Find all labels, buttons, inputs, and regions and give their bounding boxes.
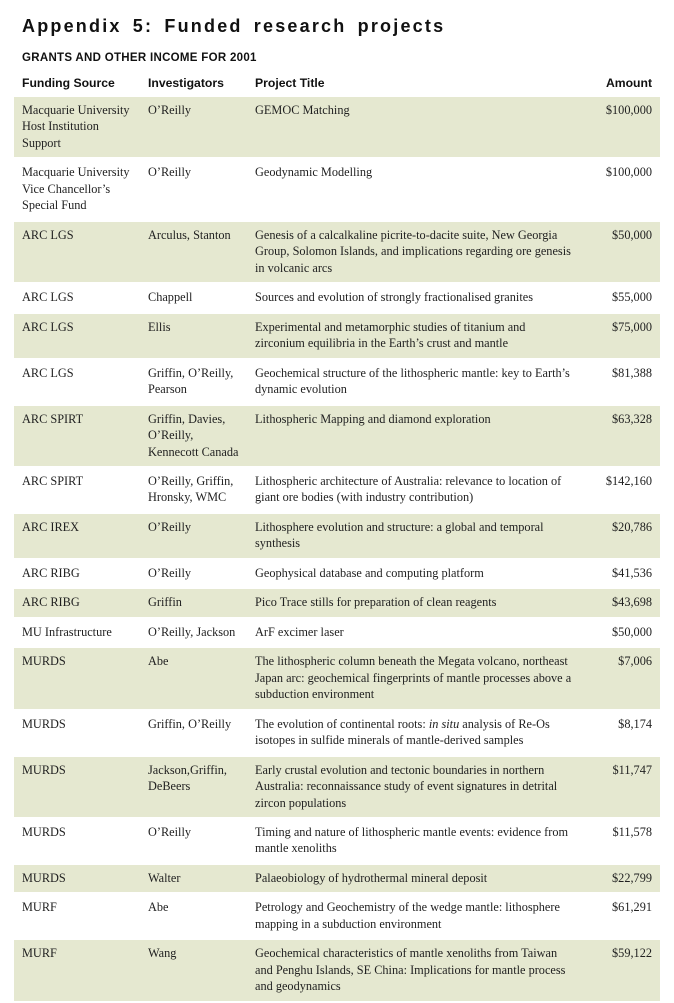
- table-row: [14, 757, 660, 819]
- table-row: [14, 711, 660, 757]
- investigators-cell: Wang: [140, 940, 247, 1002]
- amount-cell: $8,174: [583, 711, 660, 757]
- funding-source-cell: MURDS: [14, 865, 140, 894]
- amount-cell: $41,536: [583, 560, 660, 589]
- funding-source-cell: ARC LGS: [14, 360, 140, 406]
- investigators-cell: O’Reilly: [140, 560, 247, 589]
- investigators-cell: Abe: [140, 894, 247, 940]
- appendix-page: [0, 16, 674, 1003]
- amount-cell: $7,006: [583, 648, 660, 710]
- funding-source-cell: MURDS: [14, 711, 140, 757]
- funding-source-cell: MURF: [14, 940, 140, 1002]
- amount-cell: $50,000: [583, 619, 660, 648]
- grants-table-body: [14, 97, 660, 1003]
- page-title: Appendix 5: Funded research projects: [22, 16, 446, 36]
- funding-source-cell: MURDS: [14, 648, 140, 710]
- investigators-cell: Abe: [140, 648, 247, 710]
- funding-source-cell: ARC LGS: [14, 314, 140, 360]
- project-title-cell: Geodynamic Modelling: [247, 159, 583, 221]
- project-title-cell: Lithospheric Mapping and diamond exploration: [247, 406, 583, 468]
- funding-source-cell: ARC LGS: [14, 284, 140, 313]
- funding-source-cell: Macquarie University Vice Chancellor’s Special Fund: [14, 159, 140, 221]
- investigators-cell: O’Reilly: [140, 159, 247, 221]
- amount-cell: $55,000: [583, 284, 660, 313]
- amount-cell: $63,328: [583, 406, 660, 468]
- amount-cell: $81,388: [583, 360, 660, 406]
- table-row: [14, 648, 660, 710]
- amount-cell: $43,698: [583, 589, 660, 618]
- investigators-cell: O’Reilly, Griffin, Hronsky, WMC: [140, 468, 247, 514]
- grants-table: [14, 74, 660, 1003]
- investigators-cell: O’Reilly: [140, 97, 247, 159]
- amount-cell: $20,786: [583, 514, 660, 560]
- funding-source-cell: MURDS: [14, 819, 140, 865]
- investigators-cell: Griffin, Davies, O’Reilly, Kennecott Canada: [140, 406, 247, 468]
- grants-table-header: [14, 74, 660, 97]
- project-title-cell: The evolution of continental roots: in situ analysis of Re-Os isotopes in sulfide minerals of mantle-derived samples: [247, 711, 583, 757]
- investigators-cell: Ellis: [140, 314, 247, 360]
- funding-source-cell: ARC RIBG: [14, 589, 140, 618]
- table-row: [14, 360, 660, 406]
- table-row: [14, 159, 660, 221]
- investigators-cell: O’Reilly: [140, 514, 247, 560]
- project-title-cell: Timing and nature of lithospheric mantle events: evidence from mantle xenoliths: [247, 819, 583, 865]
- project-title-cell: Geochemical structure of the lithospheric mantle: key to Earth’s dynamic evolution: [247, 360, 583, 406]
- project-title-cell: Sources and evolution of strongly fractionalised granites: [247, 284, 583, 313]
- amount-cell: $11,747: [583, 757, 660, 819]
- amount-cell: $22,799: [583, 865, 660, 894]
- project-title-cell: Lithosphere evolution and structure: a global and temporal synthesis: [247, 514, 583, 560]
- table-row: [14, 468, 660, 514]
- column-header-funding-source: Funding Source: [14, 74, 140, 97]
- investigators-cell: Griffin, O’Reilly, Pearson: [140, 360, 247, 406]
- investigators-cell: Jackson,Griffin, DeBeers: [140, 757, 247, 819]
- table-row: [14, 514, 660, 560]
- project-title-cell: Early crustal evolution and tectonic boundaries in northern Australia: reconnaissance study of event signatures in detrital zircon populations: [247, 757, 583, 819]
- column-header-amount: Amount: [583, 74, 660, 97]
- project-title-cell: Palaeobiology of hydrothermal mineral deposit: [247, 865, 583, 894]
- project-title-cell: Experimental and metamorphic studies of titanium and zirconium equilibria in the Earth’s crust and mantle: [247, 314, 583, 360]
- investigators-cell: Arculus, Stanton: [140, 222, 247, 284]
- funding-source-cell: ARC LGS: [14, 222, 140, 284]
- funding-source-cell: ARC IREX: [14, 514, 140, 560]
- investigators-cell: Walter: [140, 865, 247, 894]
- funding-source-cell: ARC SPIRT: [14, 406, 140, 468]
- table-row: [14, 314, 660, 360]
- funding-source-cell: MU Infrastructure: [14, 619, 140, 648]
- amount-cell: $75,000: [583, 314, 660, 360]
- investigators-cell: Griffin: [140, 589, 247, 618]
- table-row: [14, 406, 660, 468]
- funding-source-cell: ARC RIBG: [14, 560, 140, 589]
- investigators-cell: Griffin, O’Reilly: [140, 711, 247, 757]
- table-row: [14, 819, 660, 865]
- amount-cell: $50,000: [583, 222, 660, 284]
- project-title-cell: ArF excimer laser: [247, 619, 583, 648]
- header-row: [14, 74, 660, 97]
- project-title-cell: Geochemical characteristics of mantle xenoliths from Taiwan and Penghu Islands, SE China: Implications for mantle process and geodynamics: [247, 940, 583, 1002]
- project-title-cell: Petrology and Geochemistry of the wedge mantle: lithosphere mapping in a subduction environment: [247, 894, 583, 940]
- funding-source-cell: ARC SPIRT: [14, 468, 140, 514]
- project-title-cell: Genesis of a calcalkaline picrite-to-dacite suite, New Georgia Group, Solomon Islands, and implications regarding ore genesis in volcanic arcs: [247, 222, 583, 284]
- amount-cell: $142,160: [583, 468, 660, 514]
- table-row: [14, 865, 660, 894]
- table-row: [14, 940, 660, 1002]
- amount-cell: $100,000: [583, 97, 660, 159]
- amount-cell: $59,122: [583, 940, 660, 1002]
- project-title-cell: Geophysical database and computing platform: [247, 560, 583, 589]
- investigators-cell: O’Reilly, Jackson: [140, 619, 247, 648]
- funding-source-cell: Macquarie University Host Institution Support: [14, 97, 140, 159]
- table-row: [14, 619, 660, 648]
- column-header-investigators: Investigators: [140, 74, 247, 97]
- table-row: [14, 560, 660, 589]
- section-subtitle: GRANTS AND OTHER INCOME FOR 2001: [22, 52, 257, 64]
- project-title-cell: The lithospheric column beneath the Megata volcano, northeast Japan arc: geochemical fingerprints of mantle processes above a subduction environment: [247, 648, 583, 710]
- column-header-project-title: Project Title: [247, 74, 583, 97]
- funding-source-cell: MURDS: [14, 757, 140, 819]
- funding-source-cell: MURF: [14, 894, 140, 940]
- project-title-cell: Lithospheric architecture of Australia: relevance to location of giant ore bodies (with industry contribution): [247, 468, 583, 514]
- table-row: [14, 284, 660, 313]
- table-row: [14, 894, 660, 940]
- investigators-cell: O’Reilly: [140, 819, 247, 865]
- table-row: [14, 589, 660, 618]
- investigators-cell: Chappell: [140, 284, 247, 313]
- amount-cell: $61,291: [583, 894, 660, 940]
- table-row: [14, 97, 660, 159]
- project-title-cell: Pico Trace stills for preparation of clean reagents: [247, 589, 583, 618]
- table-row: [14, 222, 660, 284]
- project-title-cell: GEMOC Matching: [247, 97, 583, 159]
- amount-cell: $11,578: [583, 819, 660, 865]
- amount-cell: $100,000: [583, 159, 660, 221]
